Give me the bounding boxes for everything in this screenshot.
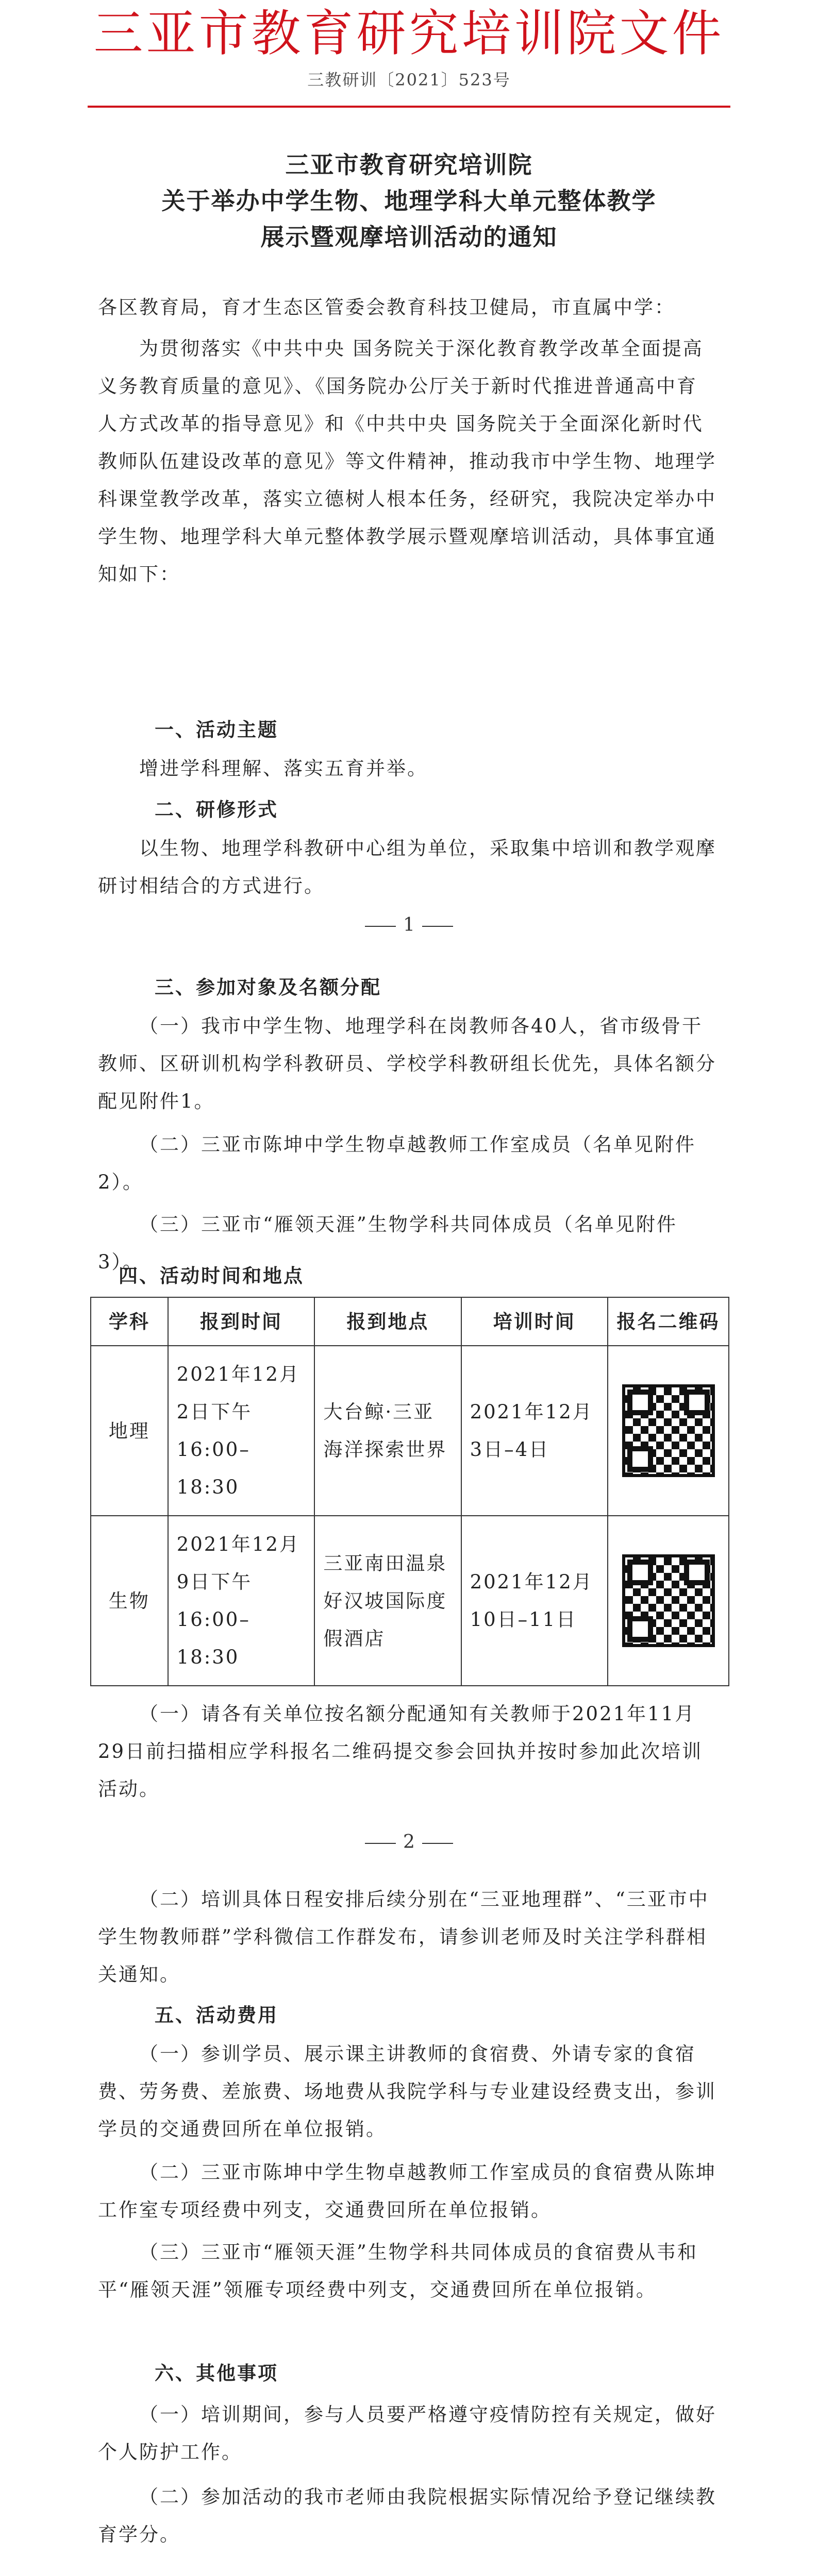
section-6-item-2: （二）参加活动的我市老师由我院根据实际情况给予登记继续教育学分。	[98, 2486, 716, 2546]
section-6-item-1: （一）培训期间，参与人员要严格遵守疫情防控有关规定，做好个人防护工作。	[98, 2403, 716, 2463]
section-2-body: 以生物、地理学科教研中心组为单位，采取集中培训和教学观摩研讨相结合的方式进行。	[98, 837, 716, 897]
row-training-time: 2021年12月10日–11日	[461, 1516, 608, 1686]
section-4-heading: 四、活动时间和地点	[119, 1264, 304, 1287]
notice-title-line-3: 展示暨观摩培训活动的通知	[260, 223, 558, 251]
section-5-item-3: （三）三亚市“雁领天涯”生物学科共同体成员的食宿费从韦和平“雁领天涯”领雁专项经费中列支，交通费回所在单位报销。	[98, 2241, 698, 2301]
section-5-heading: 五、活动费用	[155, 2004, 278, 2026]
section-1-body: 增进学科理解、落实五育并举。	[139, 757, 428, 779]
table-row	[91, 1516, 729, 1686]
qr-code-icon[interactable]	[622, 1384, 715, 1477]
table-header-checkin-time: 报到时间	[168, 1297, 315, 1346]
page-number-2: 2	[0, 1832, 818, 1853]
document-number: 三教研训〔2021〕523号	[307, 70, 511, 90]
section-1-heading: 一、活动主题	[155, 718, 278, 741]
row-checkin-time: 2021年12月2日下午16:00–18:30	[168, 1346, 315, 1516]
intro-paragraph: 为贯彻落实《中共中央 国务院关于深化教育教学改革全面提高义务教育质量的意见》、《国务院办公厅关于新时代推进普通高中育人方式改革的指导意见》和《中共中央 国务院关于全面深化新时代教师队伍建设改革的意见》等文件精神，推动我市中学生物、地理学科课堂教学改革，落实立德树人根本任务，经研究，我院决定举办中学生物、地理学科大单元整体教学展示暨观摩培训活动，具体事宜通知如下：	[98, 337, 716, 585]
table-header-subject: 学科	[91, 1297, 168, 1346]
section-4-item-2: （二）培训具体日程安排后续分别在“三亚地理群”、“三亚市中学生物教师群”学科微信工作群发布，请参训老师及时关注学科群相关通知。	[98, 1888, 709, 1986]
section-3-heading: 三、参加对象及名额分配	[155, 976, 381, 998]
section-4-item-1: （一）请各有关单位按名额分配通知有关教师于2021年11月29日前扫描相应学科报名二维码提交参会回执并按时参加此次培训活动。	[98, 1703, 703, 1800]
notice-title-line-1: 三亚市教育研究培训院	[285, 151, 533, 179]
section-3-item-2: （二）三亚市陈坤中学生物卓越教师工作室成员（名单见附件2）。	[98, 1133, 696, 1193]
notice-title-line-2: 关于举办中学生物、地理学科大单元整体教学	[161, 187, 657, 215]
table-header-checkin-place: 报到地点	[314, 1297, 461, 1346]
page-number-1: 1	[0, 914, 818, 936]
row-qr-cell	[608, 1516, 729, 1686]
section-6-heading: 六、其他事项	[155, 2362, 278, 2384]
row-subject: 地理	[91, 1346, 168, 1516]
table-header-row	[91, 1297, 729, 1346]
table-header-qr: 报名二维码	[608, 1297, 729, 1346]
table-header-training-time: 培训时间	[461, 1297, 608, 1346]
row-checkin-place: 大台鲸·三亚海洋探索世界	[314, 1346, 461, 1516]
row-training-time: 2021年12月3日–4日	[461, 1346, 608, 1516]
row-checkin-place: 三亚南田温泉好汉坡国际度假酒店	[314, 1516, 461, 1686]
header-red-rule	[88, 106, 730, 108]
document-header-title: 三亚市教育研究培训院文件	[93, 5, 725, 62]
recipients: 各区教育局，育才生态区管委会教育科技卫健局，市直属中学：	[98, 296, 675, 318]
table-row	[91, 1346, 729, 1516]
row-qr-cell	[608, 1346, 729, 1516]
section-5-item-1: （一）参训学员、展示课主讲教师的食宿费、外请专家的食宿费、劳务费、差旅费、场地费从我院学科与专业建设经费支出，参训学员的交通费回所在单位报销。	[98, 2043, 716, 2140]
qr-code-icon[interactable]	[622, 1554, 715, 1647]
section-3-item-3: （三）三亚市“雁领天涯”生物学科共同体成员（名单见附件3）。	[98, 1213, 677, 1273]
row-subject: 生物	[91, 1516, 168, 1686]
section-5-item-2: （二）三亚市陈坤中学生物卓越教师工作室成员的食宿费从陈坤工作室专项经费中列支，交通费回所在单位报销。	[98, 2161, 716, 2221]
section-3-item-1: （一）我市中学生物、地理学科在岗教师各40人，省市级骨干教师、区研训机构学科教研员、学校学科教研组长优先，具体名额分配见附件1。	[98, 1015, 716, 1112]
section-2-heading: 二、研修形式	[155, 798, 278, 821]
schedule-table	[90, 1297, 729, 1686]
row-checkin-time: 2021年12月9日下午16:00–18:30	[168, 1516, 315, 1686]
